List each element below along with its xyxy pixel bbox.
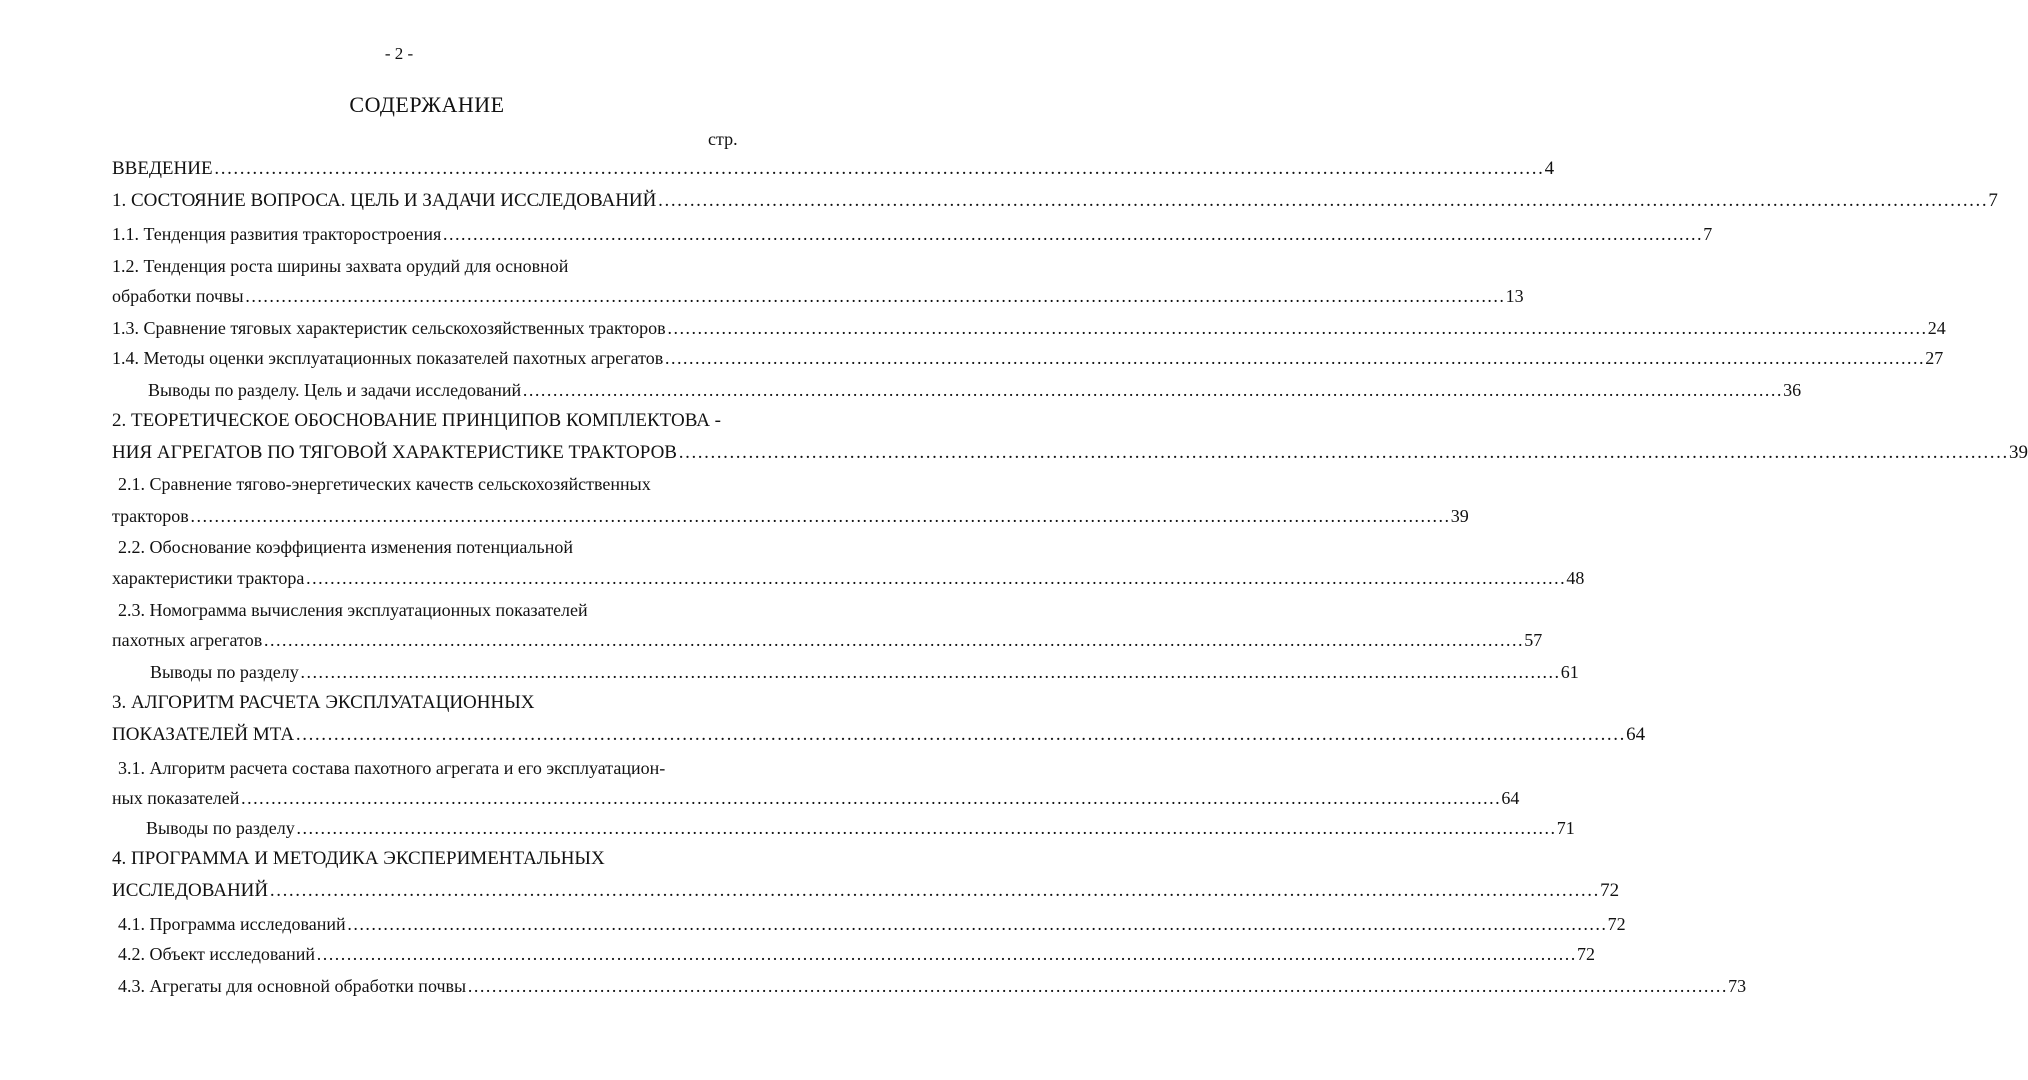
toc-entry xyxy=(118,944,1596,965)
toc-entry-page: 71 xyxy=(1556,818,1575,838)
toc-entry-page: 64 xyxy=(1501,788,1520,808)
toc-entry-page: 72 xyxy=(1600,880,1620,901)
toc-leader: ………………………………………………………………………………………………………………………………………………………………………………………… xyxy=(189,506,1450,526)
toc-leader: ………………………………………………………………………………………………………………………………………………………………………………………… xyxy=(244,286,1505,306)
toc-entry xyxy=(150,662,1579,683)
toc-entry-text: 4.1. Программа исследований xyxy=(118,914,346,934)
toc-leader: ………………………………………………………………………………………………………………………………………………………………………………………… xyxy=(240,788,1501,808)
toc-leader: ………………………………………………………………………………………………………………………………………………………………………………………… xyxy=(467,976,1728,996)
toc-entry-text: ИССЛЕДОВАНИЙ xyxy=(112,880,269,901)
toc-entry-page: 72 xyxy=(1577,944,1596,964)
toc-entry-page: 61 xyxy=(1560,662,1579,682)
toc-entry-page: 7 xyxy=(1703,224,1713,244)
toc-entry xyxy=(112,788,1520,809)
toc-entry-text: ВВЕДЕНИЕ xyxy=(112,158,213,179)
toc-leader: ………………………………………………………………………………………………………………………………………………………………………………………… xyxy=(522,380,1783,400)
toc-entry xyxy=(118,976,1747,997)
toc-leader: ………………………………………………………………………………………………………………………………………………………………………………………… xyxy=(316,944,1577,964)
toc-entry xyxy=(112,318,1946,339)
toc-leader: ………………………………………………………………………………………………………………………………………………………………………………………… xyxy=(346,914,1607,934)
toc-entry xyxy=(112,630,1543,651)
toc-entry-text: 1.4. Методы оценки эксплуатационных показателей пахотных агрегатов xyxy=(112,348,664,368)
toc-entry-page: 4 xyxy=(1544,158,1555,179)
toc-entry xyxy=(112,506,1469,527)
toc-entry-text: 2.2. Обоснование коэффициента изменения потенциальной xyxy=(118,537,574,557)
toc-entry-page: 72 xyxy=(1607,914,1626,934)
toc-entry-text: обработки почвы xyxy=(112,286,244,306)
toc-entry-page: 39 xyxy=(2008,442,2028,463)
toc-leader: ………………………………………………………………………………………………………………………………………………………………………………………… xyxy=(295,818,1556,838)
toc-entry-text: 1.3. Сравнение тяговых характеристик сельскохозяйственных тракторов xyxy=(112,318,666,338)
toc-entry-text: НИЯ АГРЕГАТОВ ПО ТЯГОВОЙ ХАРАКТЕРИСТИКЕ ТРАКТОРОВ xyxy=(112,442,677,463)
page-column-label: стр. xyxy=(708,129,738,149)
toc-entry xyxy=(112,880,1620,902)
toc-leader: ………………………………………………………………………………………………………………………………………………………………………………………… xyxy=(263,630,1524,650)
toc-leader: ………………………………………………………………………………………………………………………………………………………………………………………… xyxy=(305,568,1566,588)
toc-leader: ………………………………………………………………………………………………………………………………………………………………………………………… xyxy=(295,724,1626,745)
toc-entry-text: 2. ТЕОРЕТИЧЕСКОЕ ОБОСНОВАНИЕ ПРИНЦИПОВ КОМПЛЕКТОВА - xyxy=(112,410,721,431)
toc-entry-text: ных показателей xyxy=(112,788,240,808)
toc-entry-text: Выводы по разделу. Цель и задачи исследований xyxy=(148,380,522,400)
toc-leader: ………………………………………………………………………………………………………………………………………………………………………………………… xyxy=(677,442,2008,463)
toc-entry xyxy=(112,286,1524,307)
toc-entry-text: 1.2. Тенденция роста ширины захвата орудий для основной xyxy=(112,256,569,276)
toc-entry-text: 1.1. Тенденция развития тракторостроения xyxy=(112,224,442,244)
toc-entry xyxy=(118,914,1626,935)
toc-entry-page: 27 xyxy=(1925,348,1944,368)
toc-entry-page: 48 xyxy=(1566,568,1585,588)
toc-entry-text: 3.1. Алгоритм расчета состава пахотного агрегата и его эксплуатацион- xyxy=(118,758,666,778)
toc-entry-page: 64 xyxy=(1626,724,1646,745)
toc-entry-text: пахотных агрегатов xyxy=(112,630,263,650)
page-title: СОДЕРЖАНИЕ xyxy=(349,92,505,117)
toc-entry-page: 39 xyxy=(1450,506,1469,526)
toc-entry-page: 24 xyxy=(1927,318,1946,338)
toc-leader: ………………………………………………………………………………………………………………………………………………………………………………………… xyxy=(299,662,1560,682)
toc-entry xyxy=(112,568,1585,589)
toc-entry-text: 4.2. Объект исследований xyxy=(118,944,316,964)
toc-leader: ………………………………………………………………………………………………………………………………………………………………………………………… xyxy=(666,318,1927,338)
toc-entry-page: 7 xyxy=(1988,190,1998,211)
toc-entry-text: ПОКАЗАТЕЛЕЙ МТА xyxy=(112,724,295,745)
toc-entry-text: 2.3. Номограмма вычисления эксплуатационных показателей xyxy=(118,600,588,620)
toc-entry-text: тракторов xyxy=(112,506,189,526)
toc-entry xyxy=(112,442,2028,464)
toc-entry xyxy=(112,158,1555,180)
toc-leader: ………………………………………………………………………………………………………………………………………………………………………………………… xyxy=(269,880,1600,901)
toc-entry xyxy=(112,224,1713,245)
toc-leader: ………………………………………………………………………………………………………………………………………………………………………………………… xyxy=(664,348,1925,368)
toc-entry-page: 13 xyxy=(1505,286,1524,306)
page-number: - 2 - xyxy=(384,44,414,63)
toc-entry-text: Выводы по разделу xyxy=(150,662,299,682)
toc-leader: ………………………………………………………………………………………………………………………………………………………………………………………… xyxy=(657,190,1988,211)
toc-entry-text: 3. АЛГОРИТМ РАСЧЕТА ЭКСПЛУАТАЦИОННЫХ xyxy=(112,692,535,713)
toc-entry-page: 73 xyxy=(1728,976,1747,996)
toc-entry xyxy=(112,348,1944,369)
toc-entry-page: 36 xyxy=(1783,380,1802,400)
toc-entry xyxy=(112,190,1998,212)
toc-entry xyxy=(148,380,1802,401)
toc-entry-text: 1. СОСТОЯНИЕ ВОПРОСА. ЦЕЛЬ И ЗАДАЧИ ИССЛЕДОВАНИЙ xyxy=(112,190,657,211)
toc-entry-page: 57 xyxy=(1524,630,1543,650)
toc-entry-text: характеристики трактора xyxy=(112,568,305,588)
toc-entry-text: 4. ПРОГРАММА И МЕТОДИКА ЭКСПЕРИМЕНТАЛЬНЫХ xyxy=(112,848,605,869)
toc-entry xyxy=(146,818,1575,839)
toc-entry-text: Выводы по разделу xyxy=(146,818,295,838)
toc-leader: ………………………………………………………………………………………………………………………………………………………………………………………… xyxy=(213,158,1544,179)
toc-entry-text: 2.1. Сравнение тягово-энергетических качеств сельскохозяйственных xyxy=(118,474,651,494)
toc-entry xyxy=(112,724,1646,746)
toc-leader: ………………………………………………………………………………………………………………………………………………………………………………………… xyxy=(442,224,1703,244)
toc-entry-text: 4.3. Агрегаты для основной обработки почвы xyxy=(118,976,467,996)
